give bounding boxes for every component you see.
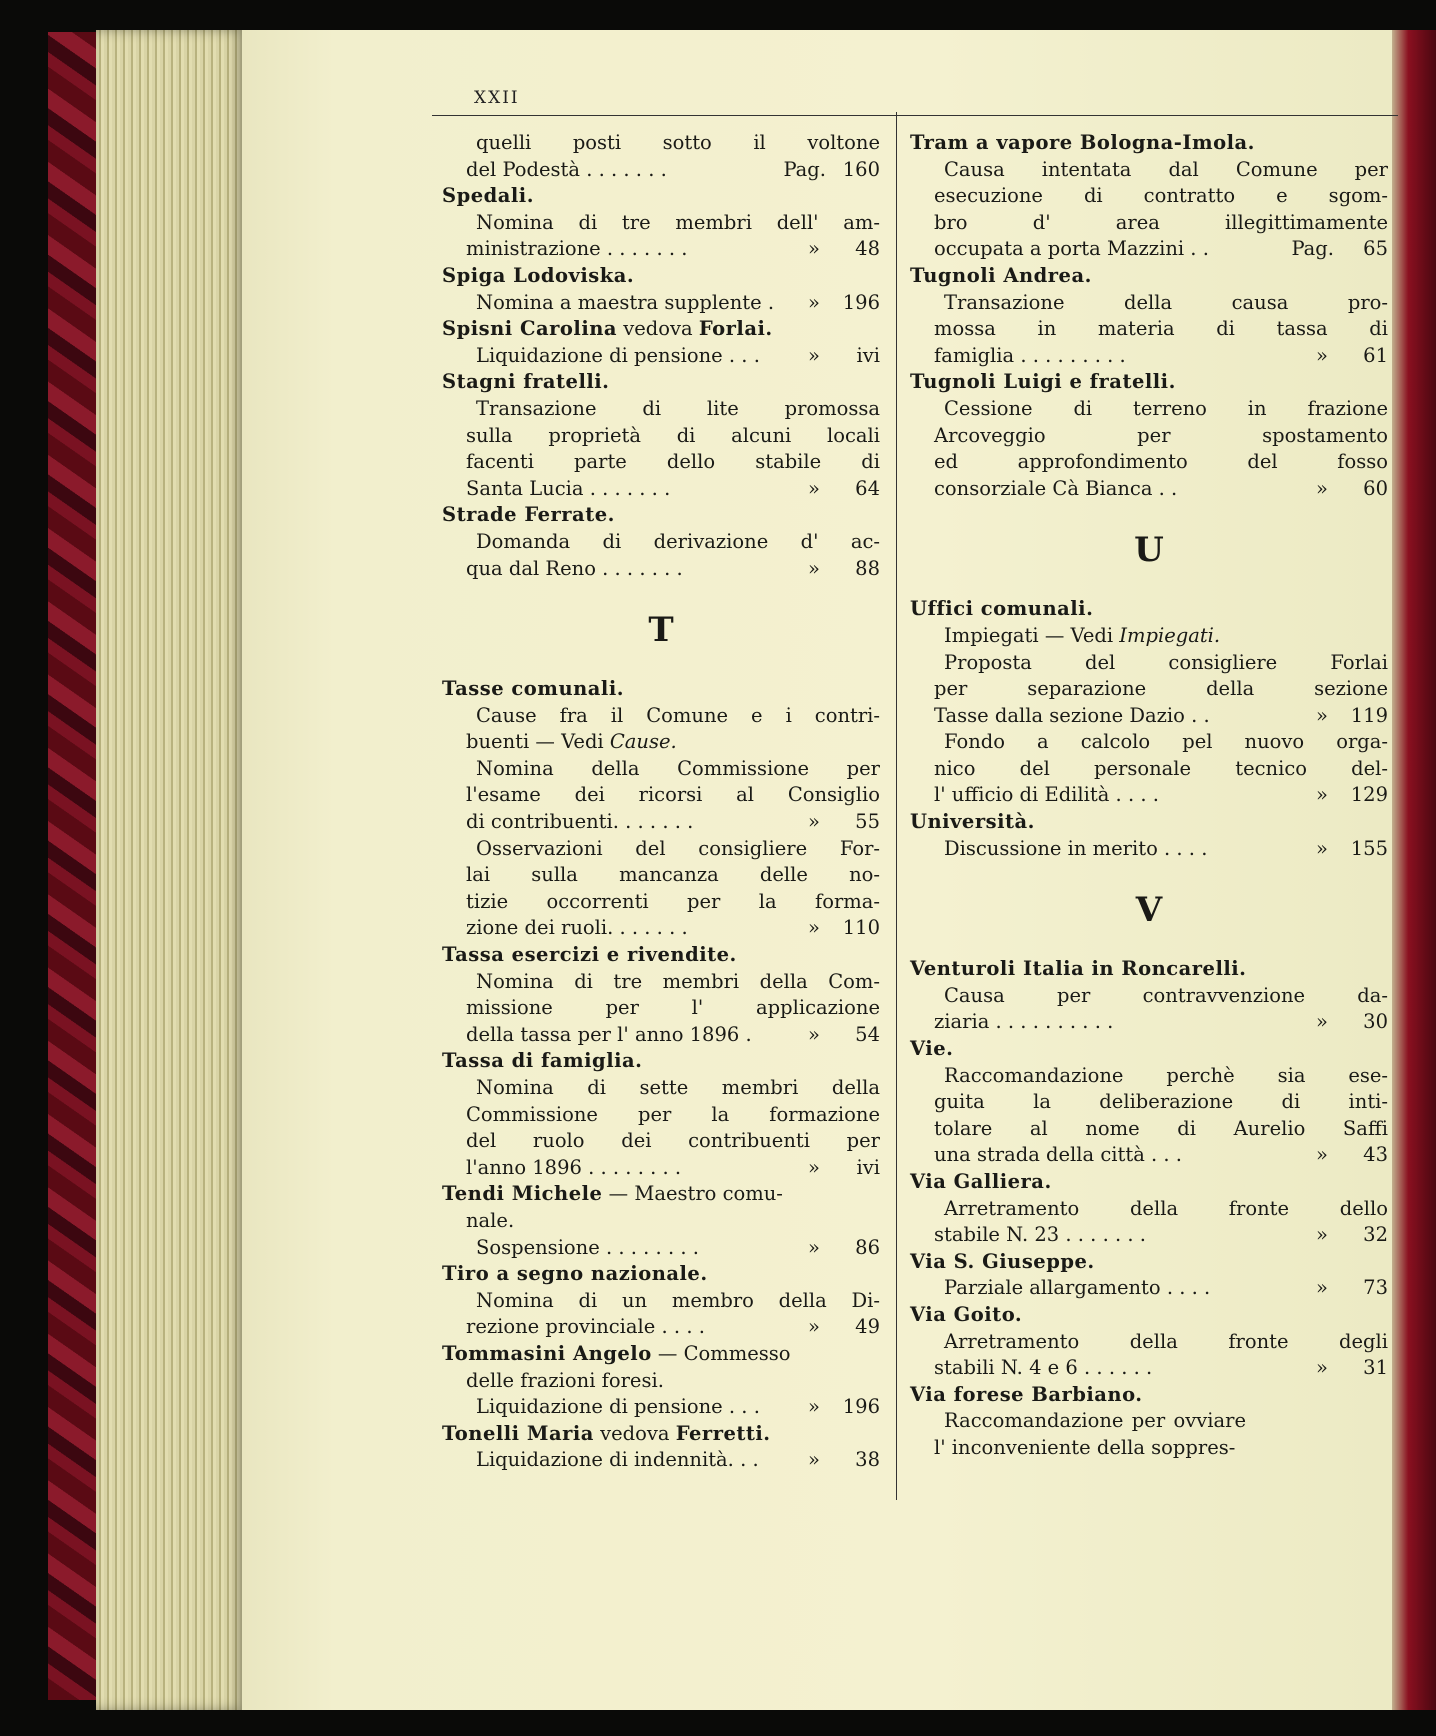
entry-line: lai sulla mancanza delle no-	[466, 863, 880, 887]
ditto-mark: »	[1316, 836, 1328, 860]
heading-joiner: vedova	[593, 1421, 676, 1445]
entry-ref	[910, 1355, 1388, 1382]
index-entry	[442, 676, 880, 942]
entry-line: del ruolo dei contribuenti per	[466, 1129, 880, 1153]
entry-ref	[910, 703, 1388, 730]
entry-heading: Venturoli Italia in Roncarelli.	[910, 957, 1247, 981]
heading-name: Ferretti.	[675, 1421, 771, 1445]
index-entry	[442, 130, 880, 183]
entry-line: Arretramento della fronte dello	[944, 1196, 1388, 1220]
page-ref: 155	[1350, 836, 1388, 860]
entry-line	[910, 623, 1388, 650]
ditto-mark: »	[1316, 476, 1328, 500]
entry-line: facenti parte dello stabile di	[466, 450, 880, 474]
entry-ref	[910, 1009, 1388, 1036]
entry-line: sulla proprietà di alcuni locali	[466, 423, 880, 447]
index-entry	[910, 1302, 1388, 1382]
heading-name: Tommasini Angelo	[442, 1341, 652, 1365]
ditto-mark: »	[808, 556, 820, 580]
page-ref: 48	[855, 237, 880, 261]
ditto-mark: »	[1316, 783, 1328, 807]
index-entry	[910, 809, 1388, 862]
entry-line: Arretramento della fronte degli	[944, 1329, 1388, 1353]
entry-line: Osservazioni del consigliere For-	[476, 836, 880, 860]
ditto-mark: »	[808, 476, 820, 500]
entry-line: Sospensione . . . . . . . .	[476, 1235, 699, 1259]
entry-line: l'esame dei ricorsi al Consiglio	[466, 783, 880, 807]
entry-text: buenti — Vedi	[466, 730, 610, 754]
index-entry	[910, 130, 1388, 263]
entry-line: stabili N. 4 e 6 . . . . . .	[934, 1356, 1153, 1380]
ditto-mark: »	[808, 916, 820, 940]
entry-line: mossa in materia di tassa di	[934, 317, 1388, 341]
page-ref: 54	[855, 1022, 880, 1046]
entry-text: Impiegati — Vedi	[944, 623, 1120, 647]
entry-heading: Tassa esercizi e rivendite.	[442, 943, 737, 967]
ditto-mark: »	[1316, 1223, 1328, 1247]
page-ref: 64	[855, 476, 880, 500]
entry-line: Parziale allargamento . . . .	[944, 1276, 1211, 1300]
ditto-mark: »	[808, 1022, 820, 1046]
entry-line: ministrazione . . . . . . .	[466, 237, 688, 261]
index-entry	[442, 1048, 880, 1181]
heading-joiner: — Commesso	[651, 1341, 791, 1365]
entry-ref	[442, 1022, 880, 1049]
page-ref: 31	[1363, 1356, 1388, 1380]
entry-heading: Tugnoli Andrea.	[910, 263, 1092, 287]
entry-line: Santa Lucia . . . . . . .	[466, 476, 671, 500]
entry-line: Raccomandazione per ovviare	[944, 1409, 1246, 1433]
entry-heading: Strade Ferrate.	[442, 503, 615, 527]
page-ref: 196	[842, 1395, 880, 1419]
page-ref: 30	[1363, 1010, 1388, 1034]
ditto-mark: »	[808, 1235, 820, 1259]
entry-ref	[442, 1155, 880, 1182]
entry-line: tizie occorrenti per la forma-	[466, 889, 880, 913]
index-entry	[442, 1181, 880, 1261]
page-ref: 86	[855, 1235, 880, 1259]
entry-line: Nomina a maestra supplente .	[476, 290, 775, 314]
column-rule	[896, 112, 897, 1500]
heading-name: Tonelli Maria	[442, 1421, 594, 1445]
entry-line: qua dal Reno . . . . . . .	[466, 556, 683, 580]
page-ref: 129	[1350, 783, 1388, 807]
entry-line: nico del personale tecnico del-	[934, 756, 1388, 780]
entry-line: Cause fra il Comune e i contri-	[476, 703, 880, 727]
entry-ref	[442, 290, 880, 317]
index-entry	[910, 1169, 1388, 1249]
entry-heading: Università.	[910, 810, 1035, 834]
entry-line: famiglia . . . . . . . . .	[934, 343, 1126, 367]
entry-heading: Via Goito.	[910, 1302, 1023, 1326]
entry-ref	[910, 836, 1388, 863]
entry-ref	[910, 1142, 1388, 1169]
index-entry	[442, 942, 880, 1048]
entry-ref	[910, 1275, 1388, 1302]
index-entry	[442, 1261, 880, 1341]
entry-line: Tasse dalla sezione Dazio . .	[934, 703, 1210, 727]
entry-ref	[910, 236, 1388, 263]
index-entry	[442, 263, 880, 316]
ditto-mark: »	[808, 1315, 820, 1339]
section-letter: U	[1134, 530, 1164, 571]
entry-line: consorziale Cà Bianca . .	[934, 476, 1178, 500]
entry-line: quelli posti sotto il voltone	[476, 131, 880, 154]
book-cover-right	[1390, 30, 1436, 1710]
entry-line: occupata a porta Mazzini . .	[934, 237, 1209, 261]
page-ref: 49	[855, 1315, 880, 1339]
index-entry	[910, 1036, 1388, 1169]
entry-heading: Tugnoli Luigi e fratelli.	[910, 370, 1176, 394]
ditto-mark: »	[808, 1155, 820, 1179]
ditto-mark: »	[808, 1448, 820, 1472]
index-entry	[910, 369, 1388, 502]
ditto-mark: »	[1316, 1010, 1328, 1034]
entry-heading: Tasse comunali.	[442, 677, 625, 701]
entry-ref	[442, 809, 880, 836]
entry-heading: Stagni fratelli.	[442, 370, 610, 394]
section-letter: V	[1135, 890, 1163, 931]
entry-line: guita la deliberazione di inti-	[934, 1090, 1388, 1114]
page-ref: 196	[842, 290, 880, 314]
entry-ref	[442, 1394, 880, 1421]
entry-line: Raccomandazione perchè sia ese-	[944, 1063, 1388, 1087]
ditto-mark: »	[1316, 1276, 1328, 1300]
ditto-mark: »	[808, 810, 820, 834]
entry-line: Nomina di tre membri dell' am-	[476, 210, 880, 234]
page-number: XXII	[474, 88, 520, 108]
heading-joiner: — Maestro comu-	[602, 1182, 783, 1206]
entry-line: Cessione di terreno in frazione	[944, 396, 1388, 420]
entry-ref	[442, 236, 880, 263]
entry-ref	[910, 476, 1388, 503]
page-ref: 32	[1363, 1223, 1388, 1247]
page-ref: ivi	[856, 343, 880, 367]
entry-ref	[442, 1447, 880, 1474]
entry-heading: Via Galliera.	[910, 1170, 1052, 1193]
page-edges	[96, 30, 246, 1710]
page-ref: 65	[1363, 237, 1388, 261]
entry-line: Causa intentata dal Comune per	[944, 157, 1388, 181]
right-column	[910, 130, 1388, 1462]
ditto-mark: »	[808, 290, 820, 314]
left-column	[442, 130, 880, 1474]
index-entry	[442, 1421, 880, 1474]
entry-heading: Spiga Lodoviska.	[442, 263, 635, 287]
entry-line: esecuzione di contratto e sgom-	[934, 184, 1388, 208]
heading-name: Tendi Michele	[442, 1182, 603, 1206]
entry-line: nale.	[466, 1208, 515, 1232]
entry-line: Discussione in merito . . . .	[944, 836, 1208, 860]
ditto-mark: »	[1316, 343, 1328, 367]
page-ref: ivi	[856, 1155, 880, 1179]
entry-ref	[442, 915, 880, 942]
entry-heading: Spedali.	[442, 184, 534, 208]
index-entry	[442, 316, 880, 369]
index-entry	[910, 1249, 1388, 1302]
page-ref: 119	[1350, 703, 1388, 727]
page-prefix: Pag.	[783, 157, 826, 181]
entry-line	[442, 729, 880, 756]
entry-ref	[910, 343, 1388, 370]
entry-line: stabile N. 23 . . . . . . .	[934, 1223, 1146, 1247]
entry-line: una strada della città . . .	[934, 1143, 1183, 1167]
index-entry	[910, 1382, 1388, 1462]
entry-line: Liquidazione di pensione . . .	[476, 1395, 760, 1419]
entry-line: del Podestà . . . . . . .	[466, 157, 667, 181]
entry-line: Nomina di sette membri della	[476, 1076, 880, 1099]
heading-name: Forlai.	[698, 317, 773, 341]
entry-line: Commissione per la formazione	[466, 1102, 880, 1126]
page-ref: 43	[1363, 1143, 1388, 1167]
entry-heading: Via S. Giuseppe.	[910, 1249, 1095, 1273]
entry-line: zione dei ruoli. . . . . . .	[466, 916, 688, 940]
entry-line: delle frazioni foresi.	[466, 1368, 664, 1392]
entry-ref	[910, 1222, 1388, 1249]
index-entry	[442, 1341, 880, 1421]
index-entry	[442, 502, 880, 582]
entry-heading: Tiro a segno nazionale.	[442, 1262, 708, 1286]
entry-line: l' inconveniente della soppres-	[934, 1435, 1236, 1459]
entry-ref	[910, 782, 1388, 809]
entry-heading: Tassa di famiglia.	[442, 1049, 643, 1073]
entry-line: Liquidazione di pensione . . .	[476, 343, 760, 367]
entry-line: bro d' area illegittimamente	[934, 210, 1388, 234]
entry-line: Nomina di un membro della Di-	[476, 1288, 880, 1312]
entry-line: Causa per contravvenzione da-	[944, 983, 1388, 1007]
page-ref: 88	[855, 556, 880, 580]
entry-line: ziaria . . . . . . . . . .	[934, 1010, 1114, 1034]
entry-heading	[442, 1421, 880, 1448]
cross-reference: Impiegati.	[1119, 623, 1221, 647]
index-entry	[910, 596, 1388, 809]
entry-heading	[442, 316, 880, 343]
entry-ref	[442, 343, 880, 370]
book-page	[242, 30, 1392, 1710]
entry-heading: Tram a vapore Bologna-Imola.	[910, 131, 1255, 154]
entry-heading: Via forese Barbiano.	[910, 1382, 1143, 1406]
entry-line: l' ufficio di Edilità . . . .	[934, 783, 1159, 807]
index-entry	[442, 369, 880, 502]
ditto-mark: »	[1316, 1356, 1328, 1380]
ditto-mark: »	[808, 237, 820, 261]
entry-heading	[442, 1341, 880, 1368]
section-letter: T	[648, 610, 674, 651]
index-entry	[910, 956, 1388, 1036]
entry-line: tolare al nome di Aurelio Saffi	[934, 1116, 1388, 1140]
entry-line: rezione provinciale . . . .	[466, 1315, 705, 1339]
entry-ref	[442, 1314, 880, 1341]
ditto-mark: »	[808, 1395, 820, 1419]
page-ref: 60	[1363, 476, 1388, 500]
heading-joiner: vedova	[617, 317, 699, 341]
entry-line: Proposta del consigliere Forlai	[944, 650, 1388, 674]
entry-line: ed approfondimento del fosso	[934, 450, 1388, 474]
entry-line: Domanda di derivazione d' ac-	[476, 529, 880, 553]
index-entry	[910, 263, 1388, 369]
entry-line: Nomina di tre membri della Com-	[476, 969, 880, 993]
entry-line: per separazione della sezione	[934, 677, 1388, 701]
entry-line: missione per l' applicazione	[466, 996, 880, 1020]
entry-line: della tassa per l' anno 1896 .	[466, 1022, 752, 1046]
ditto-mark: »	[1316, 1143, 1328, 1167]
page-ref: 160	[842, 157, 880, 181]
ditto-mark: »	[1316, 703, 1328, 727]
entry-line: Transazione di lite promossa	[476, 396, 880, 420]
entry-line: Fondo a calcolo pel nuovo orga-	[944, 730, 1388, 754]
entry-ref	[442, 556, 880, 583]
entry-line: Nomina della Commissione per	[476, 756, 880, 780]
page-ref: 110	[842, 916, 880, 940]
entry-line: Arcoveggio per spostamento	[934, 423, 1388, 447]
entry-heading: Vie.	[910, 1037, 954, 1061]
index-entry	[442, 183, 880, 263]
entry-line: l'anno 1896 . . . . . . . .	[466, 1155, 682, 1179]
entry-heading: Uffici comunali.	[910, 597, 1094, 621]
entry-ref	[442, 1235, 880, 1262]
page-ref: 55	[855, 810, 880, 834]
heading-name: Spisni Carolina	[442, 317, 618, 341]
entry-ref	[442, 157, 880, 184]
page-ref: 61	[1363, 343, 1388, 367]
ditto-mark: »	[808, 343, 820, 367]
entry-ref	[442, 476, 880, 503]
header-rule	[432, 115, 1398, 116]
cross-reference: Cause.	[609, 730, 677, 754]
entry-line: Transazione della causa pro-	[944, 290, 1388, 314]
entry-heading	[442, 1181, 880, 1208]
entry-line: di contribuenti. . . . . . .	[466, 810, 694, 834]
page-ref: 73	[1363, 1276, 1388, 1300]
page-prefix: Pag.	[1291, 237, 1334, 261]
entry-line: Liquidazione di indennità. . .	[476, 1448, 759, 1472]
page-ref: 38	[855, 1448, 880, 1472]
